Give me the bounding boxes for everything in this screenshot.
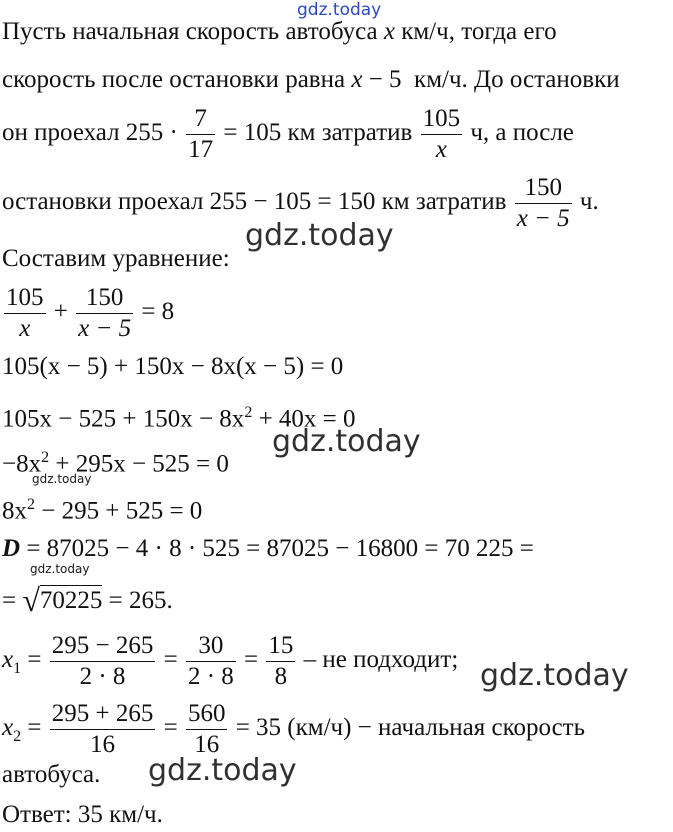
watermark-big-1: gdz.today — [245, 218, 394, 253]
equation-1: $\frac{105}{x}$ + $\frac{150}{x - 5}$ = 8 — [6, 284, 175, 342]
equation-9: $x_2$ = $\frac{295 + 265}{16}$ = $\frac{560}{16}$ = 35 (км/ч) − начальная скорость — [2, 700, 586, 758]
fraction-7-17: $\frac{7}{17}$ — [188, 105, 214, 163]
fraction-295m265: $\frac{295 - 265}{2 \cdot 8}$ — [51, 632, 154, 690]
watermark-small-1: gdz.today — [32, 472, 92, 486]
text-line-1: Пусть начальная скорость автобуса x км/ч, тогда его — [2, 18, 557, 45]
fraction-295p265: $\frac{295 + 265}{16}$ — [51, 700, 154, 758]
watermark-big-3: gdz.today — [480, 658, 629, 693]
answer-line: Ответ: 35 км/ч. — [2, 801, 163, 828]
fraction-30: $\frac{30}{2 \cdot 8}$ — [187, 632, 234, 690]
fraction-150-x5: $\frac{150}{x - 5}$ — [516, 174, 570, 232]
text-line-4: остановки проехал 255 − 105 = 150 км затратив $\frac{150}{x - 5}$ ч. — [2, 174, 599, 232]
equation-4: $-8x^2 + 295x - 525 = 0$ — [2, 449, 229, 478]
equation-2: 105(x − 5) + 150x − 8x(x − 5) = 0 — [2, 353, 344, 380]
equation-3: $105x - 525 + 150x - 8x^2 + 40x = 0$ — [2, 404, 356, 433]
text-line-10: автобуса. — [2, 761, 101, 788]
fraction-560-16: $\frac{560}{16}$ — [187, 700, 226, 758]
fraction-105-x: $\frac{105}{x}$ — [422, 105, 461, 163]
watermark-top: gdz.today — [297, 0, 382, 20]
equation-5: $8x^2 - 295 + 525 = 0$ — [2, 496, 203, 525]
watermark-small-2: gdz.today — [30, 562, 90, 576]
text-line-2: скорость после остановки равна x − 5 км/ч. До остановки — [2, 66, 620, 93]
fraction-15-8: $\frac{15}{8}$ — [268, 632, 294, 690]
text-line-5: Составим уравнение: — [2, 245, 230, 272]
equation-6: D = 87025 − 4 · 8 · 525 = 87025 − 16800 = 70 225 = — [2, 535, 534, 562]
watermark-big-4: gdz.today — [148, 753, 297, 788]
fraction-150-x5: $\frac{150}{x - 5}$ — [78, 284, 132, 342]
equation-7: = √70225 = 265. — [2, 582, 173, 618]
equation-8: $x_1$ = $\frac{295 - 265}{2 \cdot 8}$ = $\frac{30}{2 \cdot 8}$ = $\frac{15}{8}$ – не подходит; — [2, 632, 459, 690]
text-line-3: он проехал 255 · $\frac{7}{17}$ = 105 км затратив $\frac{105}{x}$ ч, а после — [2, 105, 574, 163]
watermark-big-2: gdz.today — [272, 424, 421, 459]
square-root: √70225 — [22, 582, 103, 618]
fraction-105-x: $\frac{105}{x}$ — [6, 284, 44, 342]
